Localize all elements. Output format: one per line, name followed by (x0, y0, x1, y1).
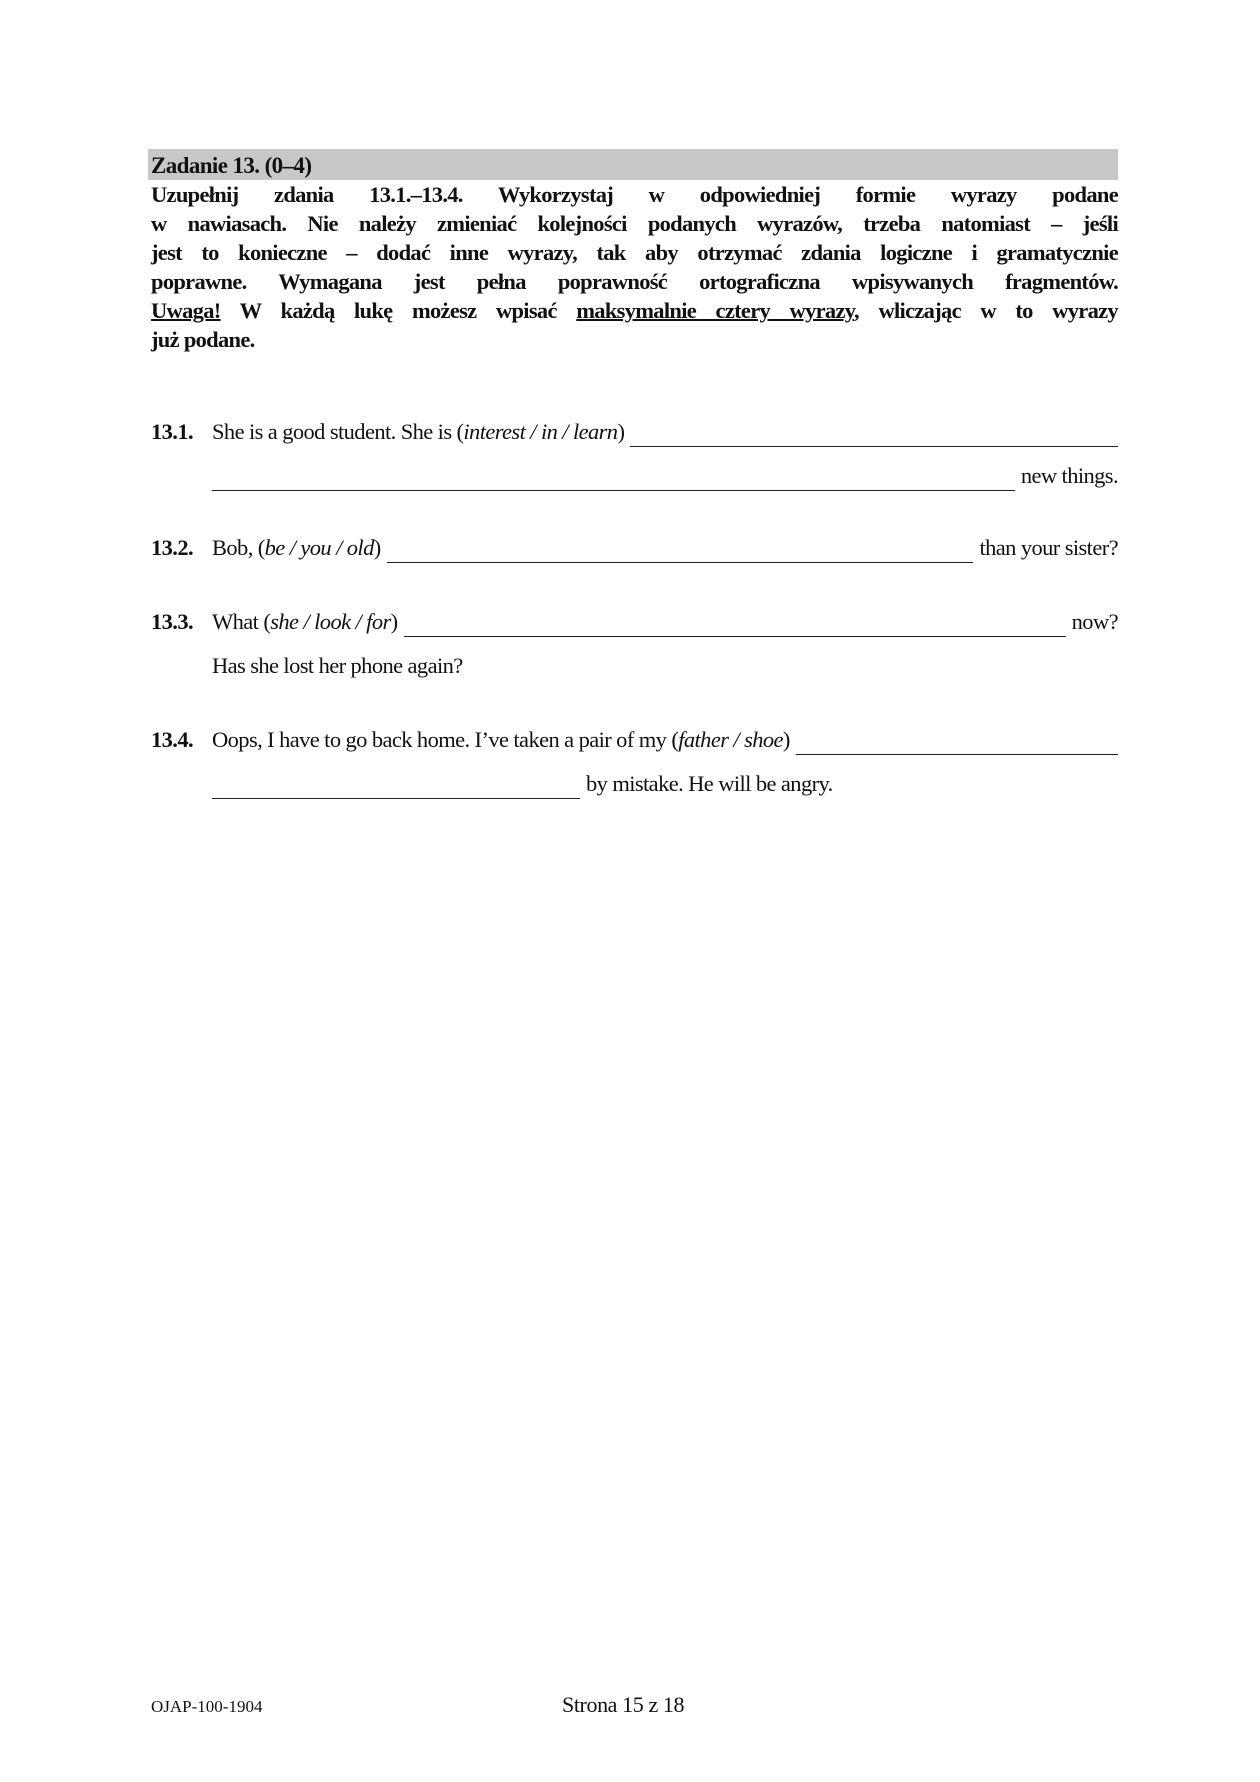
question-text: Bob, ( (212, 535, 265, 560)
page-number: Strona 15 z 18 (562, 1692, 685, 1717)
task-13 (148, 149, 1118, 354)
question-13-3 (151, 607, 1118, 681)
question-text: She is a good student. She is ( (212, 419, 464, 444)
question-text: than your sister? (979, 535, 1118, 560)
instruction-line: poprawne. Wymagana jest pełna poprawność ortograficzna wpisywanych fragmentów. (151, 269, 1118, 294)
paren: ) (373, 535, 381, 560)
question-number: 13.4. (151, 727, 194, 752)
question-text: Oops, I have to go back home. I’ve taken a pair of my ( (212, 727, 679, 752)
question-13-1 (151, 417, 1118, 491)
instruction-note (151, 296, 1118, 325)
paren: ) (390, 609, 398, 634)
answer-blank[interactable] (630, 424, 1118, 447)
answer-blank[interactable] (387, 540, 974, 563)
paren: ) (782, 727, 790, 752)
given-words: be / you / old (264, 535, 374, 560)
instruction-line: jest to konieczne – dodać inne wyrazy, tak aby otrzymać zdania logiczne i gramatycznie (151, 240, 1118, 265)
given-words: she / look / for (270, 609, 391, 634)
instruction-line: już podane. (151, 327, 255, 352)
note-text: W każdą lukę możesz wpisać (220, 298, 577, 323)
question-number: 13.3. (151, 609, 194, 634)
answer-blank[interactable] (212, 468, 1015, 491)
answer-blank[interactable] (796, 732, 1118, 755)
question-13-4 (151, 725, 1118, 799)
question-text: now? (1071, 609, 1118, 634)
instruction-line: Uzupełnij zdania 13.1.–13.4. Wykorzystaj w odpowiedniej formie wyrazy podane (151, 182, 1118, 207)
given-words: interest / in / learn (463, 419, 618, 444)
answer-blank[interactable] (404, 614, 1066, 637)
task-instructions (148, 180, 1118, 354)
question-text: Has she lost her phone again? (212, 653, 463, 678)
instruction-line: w nawiasach. Nie należy zmieniać kolejności podanych wyrazów, trzeba natomiast – jeśli (151, 211, 1118, 236)
question-text: What ( (212, 609, 271, 634)
question-text: new things. (1020, 463, 1118, 488)
task-header: Zadanie 13. (0–4) (148, 149, 1118, 180)
note-warning: Uwaga! (151, 298, 221, 323)
answer-blank[interactable] (212, 776, 580, 799)
question-text: by mistake. He will be angry. (586, 771, 833, 796)
given-words: father / shoe (678, 727, 783, 752)
note-text: , wliczając w to wyrazy (854, 298, 1118, 323)
question-number: 13.1. (151, 419, 194, 444)
exam-code: OJAP-100-1904 (151, 1697, 263, 1716)
note-emphasis: maksymalnie cztery wyrazy (576, 298, 855, 323)
question-13-2 (151, 533, 1118, 563)
question-number: 13.2. (151, 535, 194, 560)
paren: ) (617, 419, 625, 444)
